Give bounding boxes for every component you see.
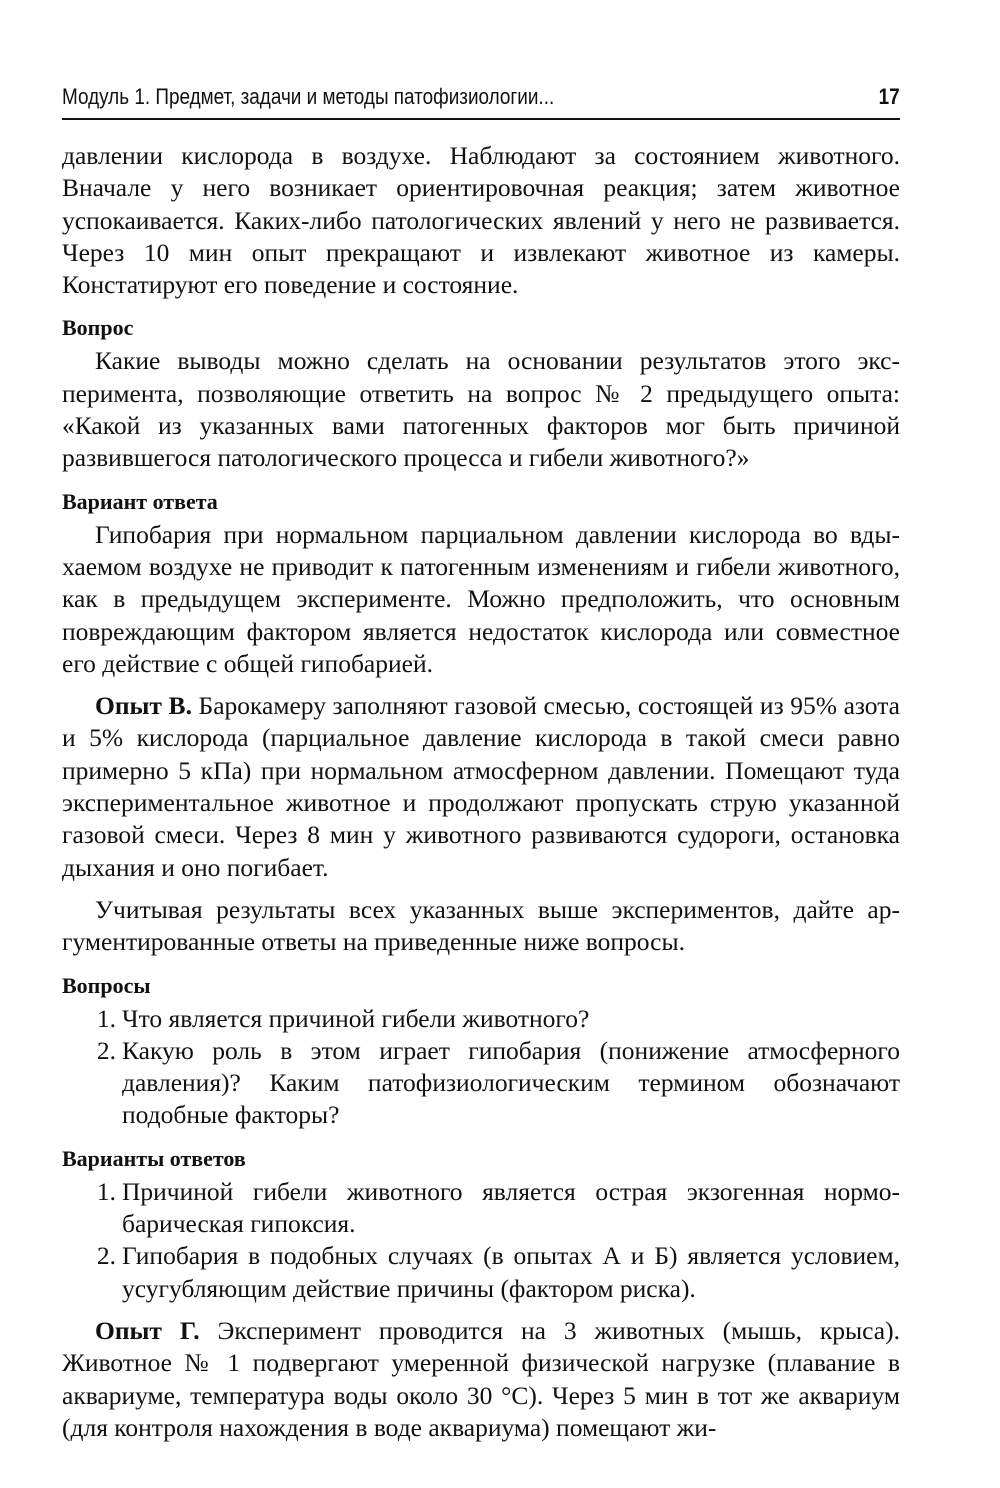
- experiment-b-label: Опыт В.: [95, 691, 192, 721]
- experiment-g-paragraph: [62, 1315, 900, 1444]
- list-text: Что является причиной гибели животного?: [122, 1003, 590, 1033]
- page-number: 17: [878, 84, 900, 109]
- instruction-paragraph: Учитывая результаты всех указанных выше экспериментов, дайте аргументированные ответы на приведенные ниже вопросы.: [62, 894, 900, 957]
- experiment-b-paragraph: [62, 690, 900, 884]
- questions-heading: Вопросы: [62, 972, 151, 998]
- answers-heading: Варианты ответов: [62, 1145, 246, 1171]
- question-text: Какие выводы можно сделать на основании результатов этого эксперимента, позволяющие ответить на вопрос № 2 предыдущего опыта: «Какой из указанных вами патогенных факторов мог быть причиной развившегося патологического процесса и гибели животного?»: [62, 346, 900, 473]
- answers-list: [62, 1176, 900, 1305]
- list-item: [62, 1003, 900, 1035]
- header-rule: [62, 118, 900, 120]
- list-number: 2.: [96, 1035, 116, 1065]
- list-number: 1.: [96, 1003, 116, 1033]
- experiment-b-text: Барокамеру заполняют газовой смесью, состоящей из 95% азота и 5% кислорода (парциальное давление кислорода в такой смеси равно примерно 5 кПа) при нормальном атмосферном давлении. Помещают туда экспериментальное животное и продолжают пропускать струю указанной газовой смеси. Через 8 мин у животного развиваются судороги, остановка дыхания и оно погибает.: [62, 691, 900, 882]
- list-text: Какую роль в этом играет гипобария (понижение атмосферного давления)? Каким патофизиологическим термином обозначают подобные факторы?: [122, 1035, 900, 1130]
- list-item: [62, 1035, 900, 1132]
- list-item: [62, 1176, 900, 1241]
- experiment-g-label: Опыт Г.: [95, 1315, 200, 1345]
- header-title: Модуль 1. Предмет, задачи и методы патофизиологии...: [62, 84, 555, 109]
- experiment-g-text: Эксперимент проводится на 3 животных (мышь, крыса). Животное № 1 подвергают умеренной физической нагрузке (плавание в аквариуме, температура воды около 30 °С). Через 5 мин в тот же аквариум (для контроля нахождения в воде аквариума) помещают жи-: [62, 1315, 900, 1442]
- page-body: [62, 140, 900, 1444]
- list-text: Гипобария в подобных случаях (в опытах А и Б) является условием, усугубляющим действие причины (фактором риска).: [122, 1241, 900, 1303]
- list-text: Причиной гибели животного является острая экзогенная нормобарическая гипоксия.: [122, 1176, 900, 1239]
- list-item: [62, 1240, 900, 1305]
- questions-list: [62, 1003, 900, 1132]
- answer-text: Гипобария при нормальном парциальном давлении кислорода во вдыхаемом воздухе не приводит к патогенным изменениям и гибели животного, как в предыдущем эксперименте. Можно предположить, что основным повреждающим фактором является недостаток кислорода или совместное его действие с общей гипобарией.: [62, 519, 900, 678]
- answer-heading: Вариант ответа: [62, 488, 218, 514]
- list-number: 2.: [96, 1241, 116, 1271]
- intro-paragraph: давлении кислорода в воздухе. Наблюдают за состоянием животного. Вначале у него возникает ориентировочная реакция; затем животное успокаивается. Каких-либо патологических явлений у него не развивается. Через 10 мин опыт прекращают и извлекают животное из камеры. Констатируют его поведение и состояние.: [62, 141, 900, 300]
- question-heading: Вопрос: [62, 315, 134, 341]
- running-header: [62, 82, 900, 112]
- list-number: 1.: [96, 1176, 116, 1206]
